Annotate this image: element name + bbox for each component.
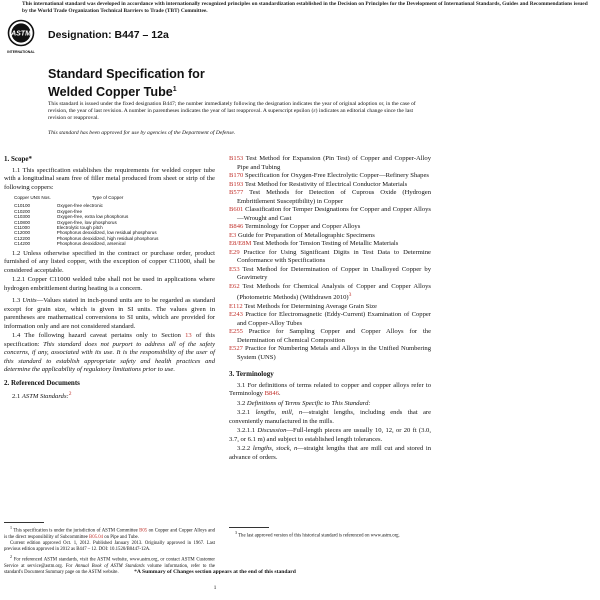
reference-code-link[interactable]: B170 xyxy=(229,172,244,179)
footnote-3-num: 3 xyxy=(235,530,237,535)
footnote-2-num: 2 xyxy=(10,554,12,560)
reference-list xyxy=(229,155,431,362)
reference-code-link[interactable]: E527 xyxy=(229,345,243,353)
paragraph-1-1: 1.1 This specification establishes the requirements for welded copper tube with a longitudinal seam free of filler metal produced from sheet or strip of the following coppers: xyxy=(4,166,215,191)
p3-2-1-1-lead: 3.2.1.1 xyxy=(237,427,258,435)
paragraph-3-2-1 xyxy=(229,409,431,426)
copper-type-cell: Phosphorus deoxidized, arsenical xyxy=(56,241,126,247)
copper-uns-cell: C11000 xyxy=(14,225,30,231)
footnote-1 xyxy=(4,525,215,540)
fn1-c: on Pipe and Tube. xyxy=(103,534,139,540)
title-line-1: Standard Specification for xyxy=(48,67,205,81)
copper-uns-cell: C10100 xyxy=(14,203,31,209)
p1-3-units: Units xyxy=(22,297,37,305)
copper-uns-cell: C10800 xyxy=(14,219,31,225)
reference-title: Classification for Temper Designations for Copper and Copper Alloys—Wrought and Cast xyxy=(237,206,431,222)
copper-uns-cell: C10200 xyxy=(14,208,31,214)
paragraph-2-1 xyxy=(4,390,215,402)
paragraph-1-4 xyxy=(4,332,215,375)
p3-1-b: . xyxy=(278,390,281,398)
copper-type-cell: Electrolytic tough pitch xyxy=(56,225,103,231)
astm-logo-icon xyxy=(4,18,38,56)
title-main: Welded Copper Tube xyxy=(48,85,173,100)
copper-type-cell: Phosphorus deoxidized, low residual phosphorus xyxy=(56,230,157,236)
reference-item xyxy=(229,311,431,328)
document-title xyxy=(48,67,348,100)
reference-item xyxy=(229,283,431,303)
reference-title: Test Methods for Tension Testing of Metallic Materials xyxy=(251,240,399,247)
reference-title: Test Methods for Determining Average Grain Size xyxy=(242,302,377,310)
p1-4-a: 1.4 The following hazard caveat pertains only to Section xyxy=(12,332,186,340)
reference-code-link[interactable]: B846 xyxy=(229,223,244,230)
p3-2-2-term: lengths, stock, n xyxy=(252,445,298,453)
reference-code-link[interactable]: E29 xyxy=(229,248,240,256)
reference-title: Practice for Electromagnetic (Eddy-Current) Examination of Copper and Copper-Alloy Tubes xyxy=(237,311,431,327)
reference-title: Test Methods for Detection of Cuprous Oxide (Hydrogen Embrittlement Susceptibility) in Copper xyxy=(237,189,431,205)
reference-code-link[interactable]: B153 xyxy=(229,155,244,162)
reference-code-link[interactable]: B601 xyxy=(229,206,244,213)
committee-b05-link[interactable]: B05 xyxy=(139,528,148,534)
footnote-1-num: 1 xyxy=(10,525,12,530)
summary-of-changes-note: *A Summary of Changes section appears at the end of this standard xyxy=(134,569,296,575)
footnote-3 xyxy=(229,530,431,540)
p3-2-1-lead: 3.2.1 xyxy=(237,409,256,417)
p1-3-lead: 1.3 xyxy=(12,297,23,305)
reference-title: Test Methods for Chemical Analysis of Copper and Copper Alloys (Photometric Methods) (Withdrawn 2010) xyxy=(237,282,431,302)
footnote-3-marker[interactable]: 3 xyxy=(348,292,352,298)
fn2-b: volume information, refer to the standard's Document Summary page on the ASTM website. xyxy=(4,563,215,575)
copper-type-cell: Oxygen-free electronic xyxy=(56,203,103,209)
reference-item xyxy=(229,155,431,172)
left-column xyxy=(4,155,215,402)
page-number: 1 xyxy=(213,585,217,591)
reference-item xyxy=(229,189,431,206)
p3-2-2-rest: —straight lengths that are mill cut and stored in advance of orders. xyxy=(229,445,431,461)
reference-item xyxy=(229,172,431,181)
reference-item xyxy=(229,181,431,190)
paragraph-1-2: 1.2 Unless otherwise specified in the contract or purchase order, product furnished of any listed copper, with the exception of copper C11000, shall be considered acceptable. xyxy=(4,249,215,274)
reference-item xyxy=(229,206,431,223)
reference-item xyxy=(229,249,431,266)
p3-2-1-1-discussion: Discussion xyxy=(257,427,287,435)
copper-table-head-type: Type of Copper xyxy=(91,195,124,200)
copper-type-cell: Oxygen-free, low phosphorus xyxy=(56,219,117,225)
p1-3-rest: —Values stated in inch-pound units are to be regarded as standard except for grain size, which is given in SI units. The values given in parentheses are mathematical conversions to SI units, which are provided for information only and are not considered standard. xyxy=(4,297,216,330)
reference-title: Test Method for Resistivity of Electrical Conductor Materials xyxy=(243,180,408,188)
copper-type-cell: Phosphorus deoxidized, high residual phosphorus xyxy=(56,235,159,241)
section-heading-scope: 1. Scope* xyxy=(4,155,32,163)
reference-code-link[interactable]: E112 xyxy=(229,302,243,310)
reference-code-link[interactable]: E3 xyxy=(229,231,237,239)
designation: Designation: B447 – 12a xyxy=(48,29,169,41)
reference-item xyxy=(229,303,431,312)
fn1-b: on Copper and Copper Alloys and is the direct responsibility of Subcommittee xyxy=(4,528,215,540)
reference-item xyxy=(229,328,431,345)
safety-caveat: This standard does not purport to address all of the safety concerns, if any, associated with its use. It is the responsibility of the user of this standard to establish appropriate safety and health practices and determine the applicability of regulatory limitations prior to use. xyxy=(4,340,215,374)
logo-subtext: INTERNATIONAL xyxy=(7,50,35,54)
reference-code-link[interactable]: E62 xyxy=(229,282,240,290)
p1-4-b: of this specification: xyxy=(4,332,215,348)
p2-1-lead: 2.1 xyxy=(12,393,22,401)
title-line-2 xyxy=(48,82,348,100)
issuance-note: This standard is issued under the fixed designation B447; the number immediately following the designation indicates the year of original adoption or, in the case of revision, the year of last revision. A number in parentheses indicates the year of last reapproval. A superscript epsilon (ε) indicates an editorial change since the last revision or reapproval. xyxy=(48,101,416,122)
copper-type-cell: Oxygen-free, extra low phosphorus xyxy=(56,214,129,220)
reference-title: Practice for Sampling Copper and Copper Alloys for the Determination of Chemical Composition xyxy=(237,328,431,344)
reference-title: Guide for Preparation of Metallographic Specimens xyxy=(236,231,375,239)
footnote-current-edition: Current edition approved Oct. 1, 2012. Published January 2013. Originally approved in 1967. Last previous edition approved in 2012 as B447 – 12. DOI: 10.1520/B0447-12A. xyxy=(4,541,215,553)
reference-code-link[interactable]: B193 xyxy=(229,180,244,188)
section-heading-terminology: 3. Terminology xyxy=(229,370,274,379)
b846-link[interactable]: B846 xyxy=(264,390,279,398)
p3-2-1-1-rest: —Full-length pieces are usually 10, 12, or 20 ft (3.0, 3.7, or 6.1 m) and subject to established length tolerances. xyxy=(229,427,432,443)
reference-title: Test Method for Determination of Copper in Unalloyed Copper by Gravimetry xyxy=(237,265,431,281)
reference-item xyxy=(229,240,431,249)
reference-title: Test Method for Expansion (Pin Test) of Copper and Copper-Alloy Pipe and Tubing xyxy=(237,155,431,171)
copper-table-head-uns: Copper UNS Nos. xyxy=(14,195,51,200)
fn1-a: This specification is under the jurisdiction of ASTM Committee xyxy=(13,528,140,534)
copper-uns-cell: C14200 xyxy=(14,241,31,247)
reference-title: Specification for Oxygen-Free Electrolytic Copper—Refinery Shapes xyxy=(243,172,429,179)
reference-title: Practice for Using Significant Digits in Test Data to Determine Conformance with Specifications xyxy=(237,248,431,264)
p3-2-1-term: lengths, mill, n xyxy=(255,409,303,417)
paragraph-3-2-1-1 xyxy=(229,427,431,444)
p3-2-italic: Definitions of Terms Specific to This Standard: xyxy=(246,399,371,407)
p3-2-2-lead: 3.2.2 xyxy=(237,445,253,453)
right-column xyxy=(229,155,431,462)
astm-standards-label: ASTM Standards: xyxy=(21,393,69,401)
paragraph-3-2-2 xyxy=(229,445,431,462)
paragraph-1-2-1: 1.2.1 Copper C11000 welded tube shall not be used in applications where hydrogen embrittlement during heating is a concern. xyxy=(4,276,215,292)
copper-uns-cell: C12200 xyxy=(14,235,31,241)
reference-code-link[interactable]: E53 xyxy=(229,265,240,273)
copper-table-row xyxy=(14,241,164,246)
p3-1-a: 3.1 For definitions of terms related to copper and copper alloys refer to Terminology xyxy=(229,381,431,398)
paragraph-3-2 xyxy=(229,400,431,409)
banner-notice: This international standard was developed in accordance with internationally recognized principles on standardization established in the Decision on Principles for the Development of International Standards, Guides and Recommendations issued by the World Trade Organization Technical Barriers to Trade (TBT) Committee. xyxy=(22,1,588,14)
reference-code-link[interactable]: B577 xyxy=(229,189,244,196)
paragraph-3-1 xyxy=(229,382,431,399)
subcommittee-b05-04-link[interactable]: B05.04 xyxy=(89,534,103,540)
copper-uns-cell: C12000 xyxy=(14,230,31,236)
reference-item xyxy=(229,232,431,241)
reference-item xyxy=(229,223,431,232)
reference-title: Terminology for Copper and Copper Alloys xyxy=(243,223,361,230)
footnote-3-text: The last approved version of this historical standard is referenced on www.astm.org. xyxy=(238,533,400,539)
logo-text: ASTM xyxy=(11,30,31,38)
copper-table xyxy=(14,195,164,247)
p3-2-1-rest: —straight lengths, including ends that are conveniently manufactured in the mills. xyxy=(229,409,431,425)
section-13-link[interactable]: 13 xyxy=(185,332,192,340)
fn2-a: For referenced ASTM standards, visit the ASTM website, www.astm.org, or contact ASTM Customer Service at service@astm.org. For xyxy=(4,557,215,569)
copper-type-cell: Oxygen-free xyxy=(56,208,83,214)
title-footnote-marker: 1 xyxy=(172,86,177,93)
reference-title: Practice for Numbering Metals and Alloys in the Unified Numbering System (UNS) xyxy=(237,345,431,361)
copper-table-header xyxy=(14,195,164,203)
fn2-italic: Annual Book of ASTM Standards xyxy=(75,563,145,569)
paragraph-1-3 xyxy=(4,297,215,331)
p3-2-lead: 3.2 xyxy=(237,399,247,407)
section-heading-referenced: 2. Referenced Documents xyxy=(4,378,80,387)
footnote-2-marker[interactable]: 2 xyxy=(68,391,72,398)
copper-uns-cell: C10300 xyxy=(14,214,31,220)
footnote-right xyxy=(229,530,431,541)
reference-item xyxy=(229,345,431,362)
reference-code-link[interactable]: E243 xyxy=(229,311,243,319)
reference-code-link[interactable]: E255 xyxy=(229,328,243,336)
approval-note: This standard has been approved for use by agencies of the Department of Defense. xyxy=(48,130,236,136)
reference-item xyxy=(229,266,431,283)
reference-code-link[interactable]: E8/E8M xyxy=(229,240,252,247)
copper-table-body xyxy=(14,203,164,246)
